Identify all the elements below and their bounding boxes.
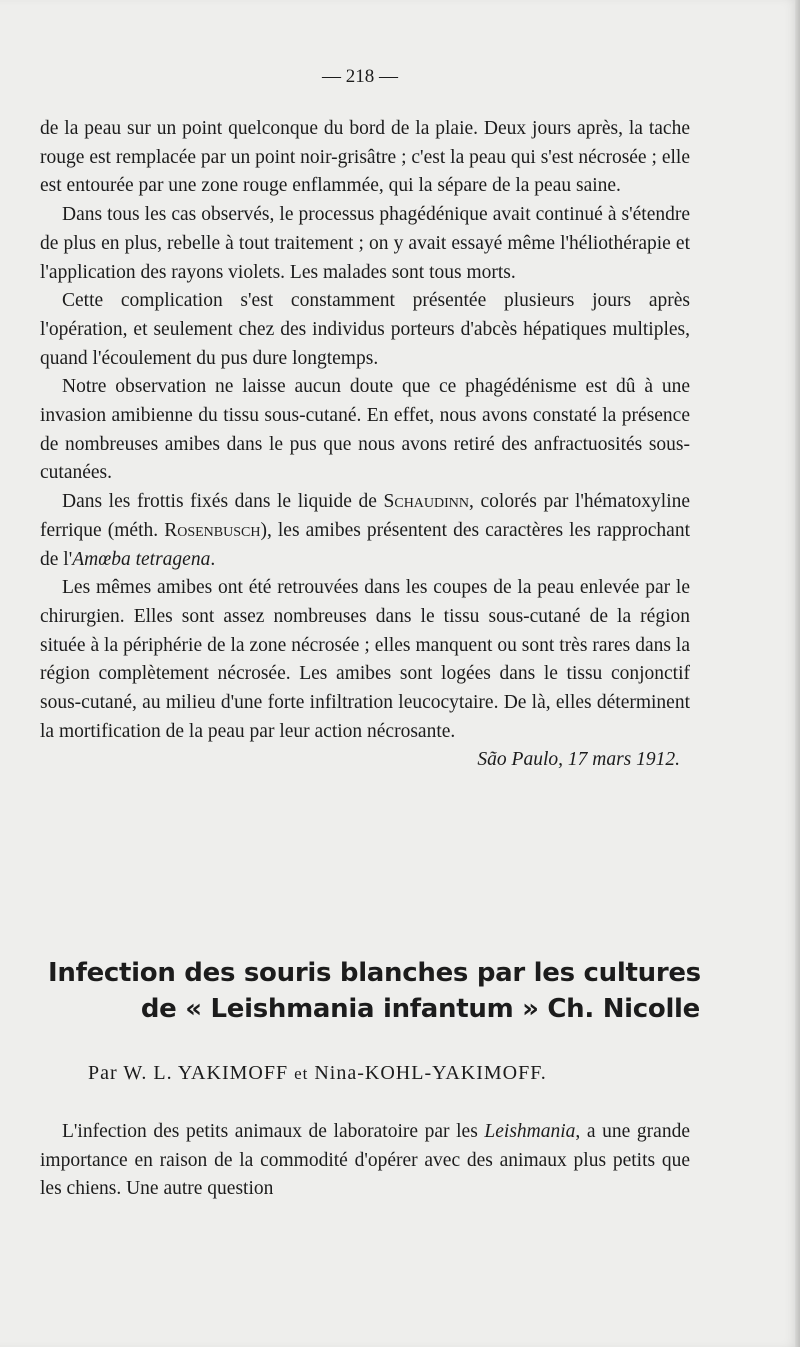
paragraph-6: Les mêmes amibes ont été retrouvées dans les coupes de la peau enlevée par le chirurgien. Elles sont assez nombreuses dans le tissu sous-cutané de la région située à la périphérie de la zone nécrosée ; elles manquent ou sont très rares dans la région complètement nécrosée. Les amibes sont logées dans le tissu conjonctif sous-cutané, au milieu d'une forte infiltration leucocytaire. De là, elles déterminent la mortification de la peau par leur action nécrosante. — [40, 577, 690, 742]
author-1: W. L. YAKIMOFF — [123, 1062, 289, 1084]
page-edge-shadow — [795, 0, 800, 1347]
paragraph-5 — [40, 488, 690, 574]
paragraph-2: Dans tous les cas observés, le processus phagédénique avait continué à s'étendre de plus en plus, rebelle à tout traitement ; on y avait essayé même l'héliothérapie et l'application des rayons violets. Les malades sont tous morts. — [40, 204, 690, 283]
author-name-rosenbusch: Rosenbusch — [164, 519, 261, 541]
authors-prefix: Par — [88, 1062, 118, 1084]
title-line-1: Infection des souris blanches par les cultures — [48, 958, 701, 988]
article-continuation — [40, 115, 690, 775]
p5-text-c: ), les amibes présentent des caractères les rapprochant de l' — [40, 519, 690, 570]
page-number: — 218 — — [322, 66, 398, 87]
title-line-2: de « Leishmania infantum » Ch. Nicolle — [140, 994, 700, 1024]
p5-text-a: Dans les frottis fixés dans le liquide de — [62, 491, 377, 513]
paragraph-3: Cette complication s'est constamment présentée plusieurs jours après l'opération, et seulement chez des individus porteurs d'abcès hépatiques multiples, quand l'écoulement du pus dure longtemps. — [40, 290, 690, 369]
p5-text-b: , colorés par l'hématoxyline ferrique (méth. — [40, 491, 691, 541]
species-name: Amœba tetragena — [72, 548, 211, 570]
author-2: Nina-KOHL-YAKIMOFF. — [314, 1062, 547, 1084]
intro-text-a: L'infection des petits animaux de laboratoire par les — [62, 1121, 478, 1142]
article-intro — [40, 1118, 690, 1204]
article-title — [48, 955, 708, 1027]
genus-name: Leishmania — [484, 1121, 576, 1142]
authors-join: et — [294, 1064, 309, 1083]
author-name-schaudinn: Schaudinn — [383, 491, 470, 513]
p5-text-d: . — [210, 548, 216, 570]
signature-place-date: São Paulo, 17 mars 1912. — [477, 749, 680, 771]
paragraph-4: Notre observation ne laisse aucun doute que ce phagédénisme est dû à une invasion amibienne du tissu sous-cutané. En effet, nous avons constaté la présence de nombreuses amibes dans le pus que nous avons retiré des anfractuosités sous-cutanées. — [40, 376, 690, 484]
paragraph-1: de la peau sur un point quelconque du bord de la plaie. Deux jours après, la tache rouge est remplacée par un point noir-grisâtre ; c'est la peau qui s'est nécrosée ; elle est entourée par une zone rouge enflammée, qui la sépare de la peau saine. — [40, 118, 690, 197]
intro-text-b: , a une grande importance en raison de la commodité d'opérer avec des animaux plus petits que les chiens. Une autre question — [40, 1121, 690, 1200]
intro-paragraph — [40, 1118, 690, 1204]
article-authors — [88, 1062, 688, 1085]
